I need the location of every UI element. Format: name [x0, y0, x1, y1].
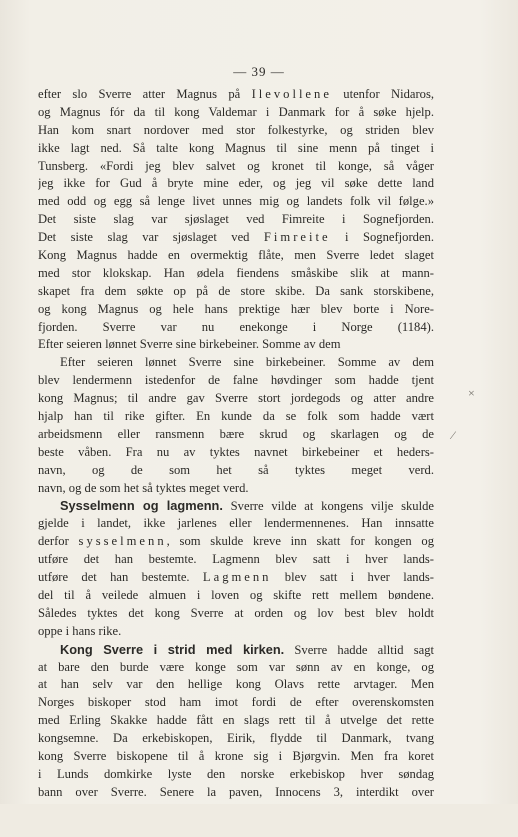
text-line: navn, og de som het så tyktes meget verd.: [38, 462, 434, 477]
text-line: oppe i hans rike.: [38, 623, 122, 638]
text-line: i Lunds domkirke lyste den norske erkebiskop hver søndag: [38, 766, 434, 781]
section-heading-sysselmenn: Sysselmenn og lagmenn.: [60, 498, 223, 514]
text-line: blev lendermenn istedenfor de falne høvdinger som hadde tjent: [38, 373, 434, 388]
text-line: efter slo Sverre atter Magnus på Ilevollene utenfor Nidaros,: [38, 87, 434, 101]
text-line: bann over Sverre. Senere la paven, Innocens 3, interdikt over: [38, 784, 434, 799]
text-line: gjelde i landet, ikke jarlenes eller lendermennenes. Han innsatte: [38, 516, 434, 531]
text-line: [38, 802, 434, 820]
text-line: og Magnus fór da til kong Valdemar i Danmark for å søke hjelp.: [38, 104, 434, 119]
text-line: med stor klokskap. Han ødela fiendens småskibe slik at mann-: [38, 265, 434, 280]
text-line: Efter seieren lønnet Sverre sine birkebeiner. Somme av dem: [60, 355, 434, 370]
text-line: Kong Magnus hadde en overmektig flåte, men Sverre ledet slaget: [38, 248, 434, 263]
text-line: beste våben. Fra nu av tyktes navnet birkebeiner et heders-: [38, 444, 434, 459]
text-line: og kong Magnus og hele hans prektige hær blev borte i Nore-: [38, 301, 434, 316]
text-line: Efter seieren lønnet Sverre sine birkebeiner. Somme av dem: [38, 337, 341, 352]
text-line: arbeidsmenn eller ransmenn bære skrud og skarlagen og de: [38, 426, 434, 441]
text-line: ikke lagt ned. Så talte kong Magnus til sine menn på tinget i: [38, 140, 434, 155]
margin-pencil-mark: ⁄: [452, 428, 455, 442]
text-line: med Erling Skakke hadde fått en slags rett til å utvelge det rette: [38, 713, 434, 728]
text-line: Tunsberg. «Fordi jeg blev salvet og kronet til konge, så våger: [38, 158, 434, 173]
page-number: — 39 —: [233, 64, 285, 79]
margin-pencil-mark: ×: [468, 386, 475, 400]
text-line: hjalp han til rike gifter. En kunde da se folk som hadde vært: [38, 409, 434, 424]
text-line: navn, og de som het så tyktes meget verd.: [38, 480, 249, 495]
text-line: fjorden. Sverre var nu enekonge i Norge (1184).: [38, 319, 434, 334]
text-line: Således tyktes det kong Sverre at orden og lov best blev holdt: [38, 605, 434, 620]
section-heading-kong-sverre: Kong Sverre i strid med kirken.: [60, 641, 285, 657]
text-line: utføre det han bestemte. Lagmenn blev satt i hver lands-: [38, 570, 434, 585]
text-line: derfor sysselmenn, som skulde kreve inn skatt for kongen og: [38, 534, 434, 549]
body-text: [38, 86, 434, 837]
text-line: Norges biskoper stod ham imot fordi de efter overenskomsten: [38, 695, 434, 710]
text-line: skapet fra dem søkte op på de store skibe. Da sank storskibene,: [38, 283, 434, 298]
text-line: [38, 820, 434, 837]
text-line: jeg ikke for Gud å bryte mine eder, og jeg vil søke dette land: [38, 176, 434, 191]
text-line: med odd og egg så lenge livet unnes mig og landets folk vil følge.»: [38, 194, 434, 209]
text-line: utføre det han bestemte. Lagmenn blev satt i hver lands-: [38, 552, 434, 567]
text-line: del til å veilede almuen i loven og skifte rett mellem bøndene.: [38, 587, 434, 602]
text-line: kong Magnus; til andre gav Sverre stort jordegods og atter andre: [38, 391, 434, 406]
text-line: Han kom snart nordover med stor folkestyrke, og striden blev: [38, 122, 434, 137]
text-line: Det siste slag var sjøslaget ved Fimreite i Sognefjorden.: [38, 230, 434, 245]
text-line: kongsemne. Da erkebiskopen, Eirik, flydde til Danmark, tvang: [38, 731, 434, 746]
text-line: Kong Sverre i strid med kirken. Sverre hadde alltid sagt: [60, 641, 434, 657]
text-line: at han selv var den hellige kong Olavs rette arvtager. Men: [38, 677, 434, 692]
text-line: Sysselmenn og lagmenn. Sverre vilde at kongens vilje skulde: [60, 498, 434, 514]
text-line: Det siste slag var sjøslaget ved Fimreite i Sognefjorden.: [38, 212, 434, 227]
text-line: kong Sverre biskopene til å krone sig i Bjørgvin. Men fra koret: [38, 748, 434, 763]
text-line: at bare den burde være konge som var sønn av en konge, og: [38, 659, 434, 674]
